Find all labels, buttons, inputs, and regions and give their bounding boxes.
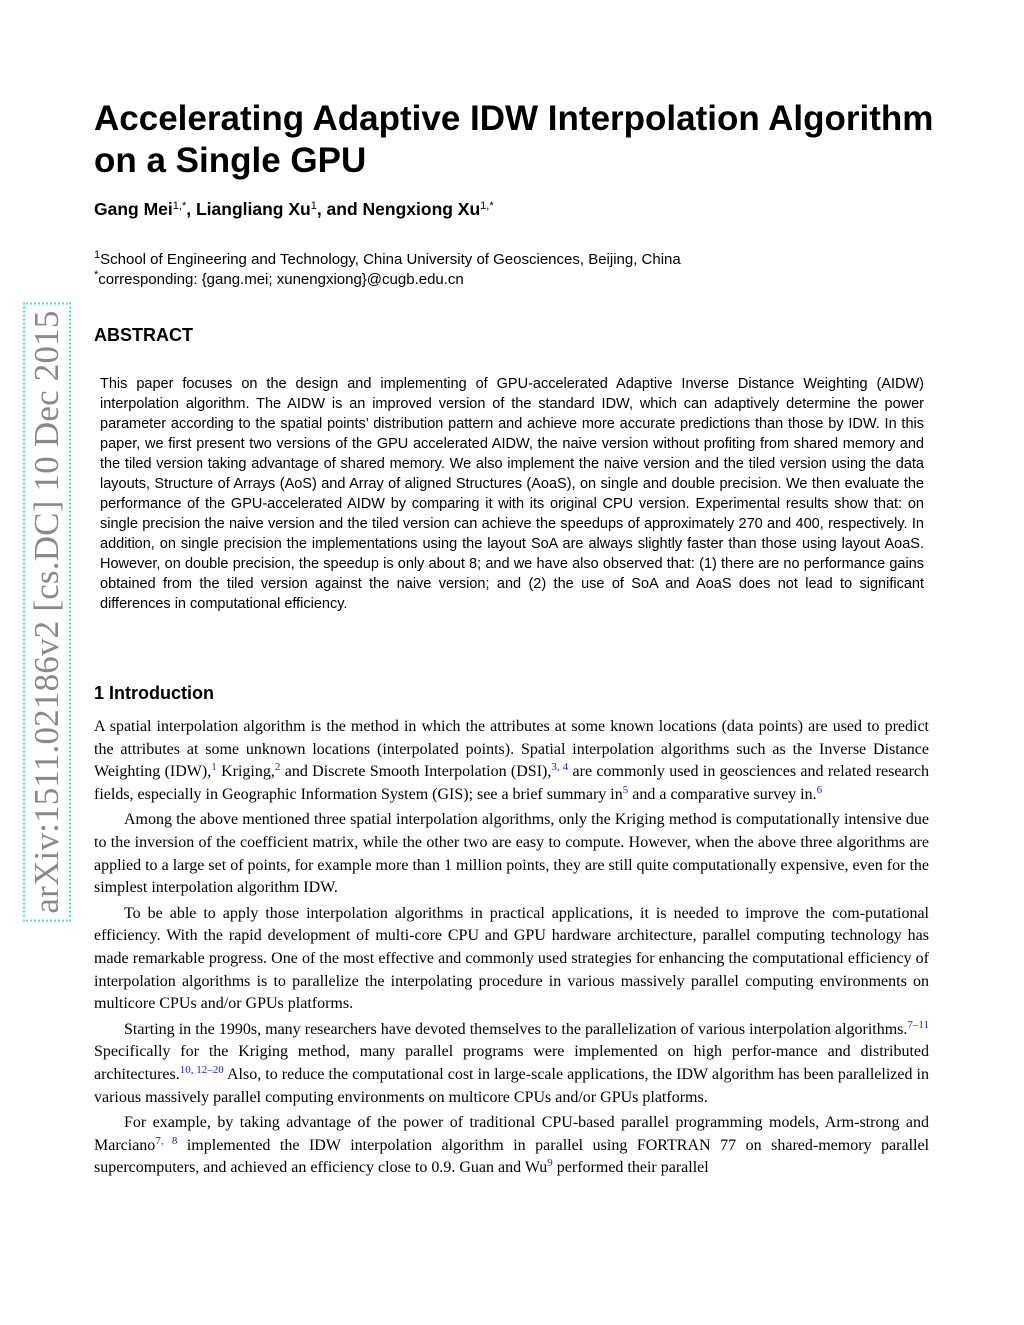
paragraph-text: Starting in the 1990s, many researchers have devoted themselves to the parallelization of various interpolation algorithms. bbox=[124, 1020, 908, 1038]
affiliation-line bbox=[94, 270, 954, 290]
author-separator: , and bbox=[316, 199, 363, 219]
body-paragraph bbox=[94, 1019, 929, 1109]
author-affiliation-mark: 1 bbox=[310, 200, 317, 212]
paragraph-text: implemented the IDW interpolation algorithm in parallel using FORTRAN 77 on shared-memory parallel supercomputers, and achieved an efficiency close to 0.9. Guan and Wu bbox=[94, 1136, 930, 1177]
paragraph-text: and a comparative survey in. bbox=[628, 785, 817, 803]
introduction-body bbox=[94, 716, 929, 1183]
paper-title: Accelerating Adaptive IDW Interpolation Algorithm on a Single GPU bbox=[94, 99, 934, 180]
citation-link[interactable]: 2 bbox=[274, 761, 281, 774]
paragraph-text: To be able to apply those interpolation algorithms in practical applications, it is needed to improve the com-putational efficiency. With the rapid development of multi-core CPU and GPU hardware architecture, parallel computing technology has made remarkable progress. One of the most effective and commonly used strategies for enhancing the computational efficiency of interpolation algorithms is to parallelize the interpolating procedure in various massively parallel computing environments on multicore CPUs and/or GPUs platforms. bbox=[94, 904, 929, 1013]
body-paragraph bbox=[94, 903, 929, 1016]
citation-link[interactable]: 3, 4 bbox=[551, 761, 569, 774]
body-paragraph bbox=[94, 716, 929, 806]
affiliations bbox=[94, 250, 954, 290]
section-heading-introduction: 1 Introduction bbox=[94, 683, 214, 703]
affiliation-text: corresponding: {gang.mei; xunengxiong}@cugb.edu.cn bbox=[98, 271, 464, 288]
paragraph-text: Specifically for the Kriging method, many parallel programs were implemented on high perfor-mance and distributed architectures. bbox=[94, 1043, 929, 1083]
citation-link[interactable]: 9 bbox=[547, 1157, 553, 1170]
citation-link[interactable]: 10, 12–20 bbox=[179, 1063, 224, 1076]
citation-link[interactable]: 1 bbox=[211, 761, 217, 774]
affiliation-mark: * bbox=[94, 269, 99, 281]
paragraph-text: and Discrete Smooth Interpolation (DSI), bbox=[280, 763, 552, 781]
author-affiliation-mark: 1,* bbox=[480, 200, 494, 212]
arxiv-identifier: arXiv:1511.02186v2 [cs.DC] 10 Dec 2015 bbox=[23, 302, 71, 921]
affiliation-mark: 1 bbox=[94, 249, 101, 261]
citation-link[interactable]: 7, 8 bbox=[155, 1134, 178, 1147]
citation-link[interactable]: 6 bbox=[816, 783, 823, 796]
abstract-heading: ABSTRACT bbox=[94, 325, 193, 345]
body-paragraph bbox=[94, 809, 929, 899]
paragraph-text: Kriging, bbox=[216, 763, 275, 781]
arxiv-stamp bbox=[27, 312, 67, 912]
affiliation-line bbox=[94, 250, 954, 270]
author-affiliation-mark: 1,* bbox=[172, 200, 187, 212]
abstract-text: This paper focuses on the design and implementing of GPU-accelerated Adaptive Inverse Distance Weighting (AIDW) interpolation algorithm. The AIDW is an improved version of the standard IDW, which can adaptively determine the power parameter according to the spatial points’ distribution pattern and achieve more accurate predictions than those by IDW. In this paper, we first present two versions of the GPU accelerated AIDW, the naive version without profiting from shared memory and the tiled version taking advantage of shared memory. We also implement the naive version and the tiled version using the data layouts, Structure of Arrays (AoS) and Array of aligned Structures (AoaS), on single and double precision. We then evaluate the performance of the GPU-accelerated AIDW by comparing it with its original CPU version. Experimental results show that: on single precision the naive version and the tiled version can achieve the speedups of approximately 270 and 400, respectively. In addition, on single precision the implementations using the layout SoA are always slightly faster than those using layout AoaS. However, on double precision, the speedup is only about 8; and we have also observed that: (1) there are no performance gains obtained from the tiled version against the naive version; and (2) the use of SoA and AoaS does not lead to significant differences in computational efficiency. bbox=[100, 376, 924, 612]
paragraph-text: Among the above mentioned three spatial interpolation algorithms, only the Kriging method is computationally intensive due to the inversion of the coefficient matrix, while the other two are easy to compute. However, when the above three algorithms are applied to a large set of points, for example more than 1 million points, they are still quite computationally expensive, even for the simplest interpolation algorithm IDW. bbox=[94, 811, 929, 897]
citation-link[interactable]: 7–11 bbox=[907, 1018, 929, 1031]
author-name: Gang Mei bbox=[94, 199, 173, 219]
author-name: Liangliang Xu bbox=[195, 199, 311, 219]
body-paragraph bbox=[94, 1112, 929, 1180]
paragraph-text: are commonly used in geosciences and related research fields, especially in Geographic Information System (GIS); see a brief summary in bbox=[94, 763, 929, 803]
paragraph-text: For example, by taking advantage of the power of traditional CPU-based parallel programming models, Arm-strong and Marciano bbox=[94, 1114, 929, 1154]
paragraph-text: A spatial interpolation algorithm is the method in which the attributes at some known locations (data points) are used to predict the attributes at some unknown locations (interpolated points). Spatial interpolation algorithms such as the Inverse Distance Weighting (IDW), bbox=[94, 718, 929, 781]
author-list bbox=[94, 198, 894, 220]
author-name: Nengxiong Xu bbox=[362, 199, 481, 219]
citation-link[interactable]: 5 bbox=[622, 783, 629, 796]
affiliation-text: School of Engineering and Technology, China University of Geosciences, Beijing, China bbox=[100, 251, 681, 268]
author-separator: , bbox=[186, 199, 196, 219]
paragraph-text: Also, to reduce the computational cost in large-scale applications, the IDW algorithm has been parallelized in various massively parallel computing environments on multicore CPUs and/or GPUs platforms. bbox=[94, 1065, 930, 1106]
paragraph-text: performed their parallel bbox=[552, 1159, 709, 1177]
